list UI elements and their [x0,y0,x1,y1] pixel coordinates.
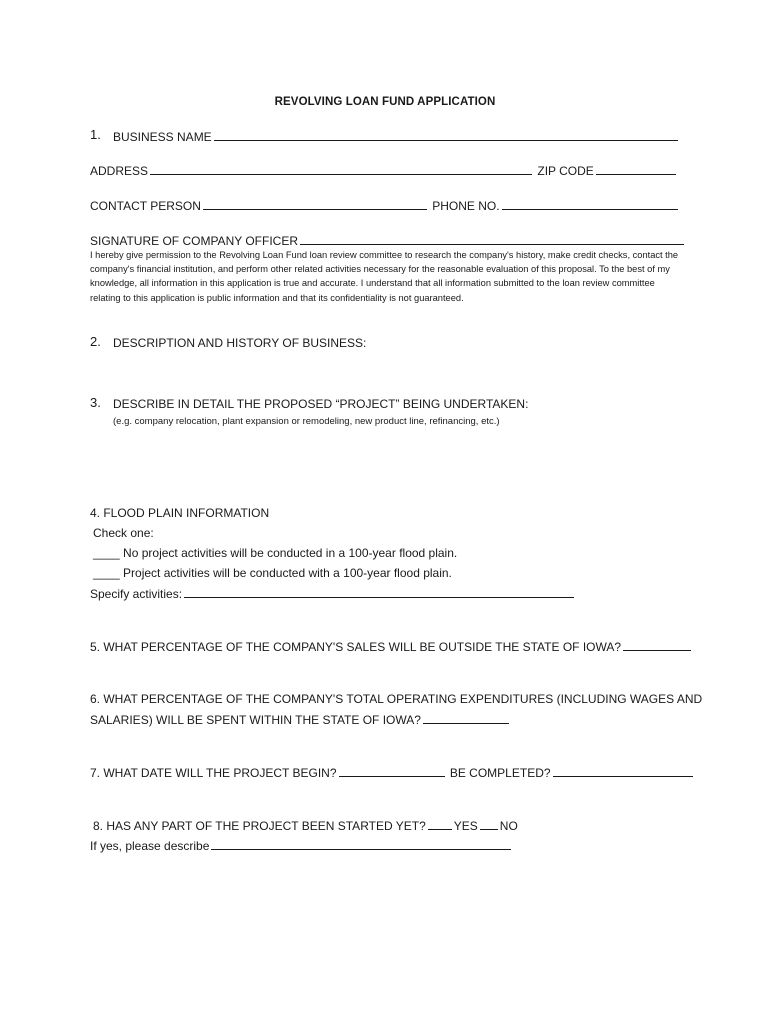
expenditures-row [90,712,511,727]
sales-outside-iowa-label: 5. WHAT PERCENTAGE OF THE COMPANY'S SALES WILL BE OUTSIDE THE STATE OF IOWA? [90,640,622,654]
contact-row [90,198,680,213]
sales-outside-iowa-field[interactable] [623,639,691,651]
signature-field[interactable] [300,233,684,245]
section2-number: 2. [90,334,101,349]
completed-date-field[interactable] [553,765,693,777]
zip-code-field[interactable] [596,163,676,175]
contact-person-field[interactable] [203,198,427,210]
project-started-row [93,818,518,833]
business-name-label: BUSINESS NAME [113,130,212,144]
business-name-row [113,129,680,144]
phone-no-field[interactable] [502,198,678,210]
contact-person-label: CONTACT PERSON [90,199,201,213]
expenditures-line2: SALARIES) WILL BE SPENT WITHIN THE STATE OF IOWA? [90,713,421,727]
expenditures-line1: 6. WHAT PERCENTAGE OF THE COMPANY'S TOTAL OPERATING EXPENDITURES (INCLUDING WAGES AND [90,692,703,706]
describe-row [90,838,513,853]
description-history-label: DESCRIPTION AND HISTORY OF BUSINESS: [113,336,367,350]
zip-code-label: ZIP CODE [537,164,594,178]
project-description-label: DESCRIBE IN DETAIL THE PROPOSED “PROJECT” BEING UNDERTAKEN: [113,397,529,411]
describe-field[interactable] [211,838,511,850]
specify-activities-field[interactable] [184,586,574,598]
expenditures-field[interactable] [423,712,509,724]
sales-outside-iowa-row [90,639,693,654]
flood-option-no-checkbox[interactable]: ____ [93,546,120,560]
flood-option-no-row [93,546,457,560]
signature-label: SIGNATURE OF COMPANY OFFICER [90,234,299,248]
address-row [90,163,678,178]
flood-option-no-label: No project activities will be conducted in a 100-year flood plain. [123,546,458,560]
completed-date-label: BE COMPLETED? [449,766,551,780]
business-name-field[interactable] [214,129,678,141]
flood-option-yes-row [93,566,452,580]
section1-number: 1. [90,127,101,142]
begin-date-field[interactable] [339,765,445,777]
project-examples-note: (e.g. company relocation, plant expansion or remodeling, new product line, refinancing, etc.) [113,416,500,427]
address-field[interactable] [150,163,532,175]
flood-option-yes-checkbox[interactable]: ____ [93,566,120,580]
section3-number: 3. [90,395,101,410]
phone-no-label: PHONE NO. [432,199,500,213]
permission-statement: I hereby give permission to the Revolving Loan Fund loan review committee to research the company's history, make credit checks, contact the company's financial institution, and perform other related activities necessary for the reasonable evaluation of this proposal. To the best of my knowledge, all information in this application is true and accurate. I understand that all information submitted to the loan review committee relating to this application is public information and that its confidentiality is not guaranteed. [90,250,679,303]
project-dates-row [90,765,695,780]
specify-activities-label: Specify activities: [90,587,183,601]
started-yes-label: YES [453,819,478,833]
address-label: ADDRESS [90,164,149,178]
describe-label: If yes, please describe [90,839,210,853]
project-started-label: 8. HAS ANY PART OF THE PROJECT BEEN STARTED YET? [93,819,426,833]
specify-activities-row [90,586,576,601]
check-one-label: Check one: [93,526,154,540]
flood-option-yes-label: Project activities will be conducted with a 100-year flood plain. [123,566,452,580]
started-no-label: NO [499,819,518,833]
signature-row [90,233,686,248]
started-no-field[interactable] [480,818,498,830]
started-yes-field[interactable] [428,818,452,830]
form-title: REVOLVING LOAN FUND APPLICATION [274,96,496,108]
begin-date-label: 7. WHAT DATE WILL THE PROJECT BEGIN? [90,766,337,780]
flood-plain-heading: 4. FLOOD PLAIN INFORMATION [90,506,270,520]
